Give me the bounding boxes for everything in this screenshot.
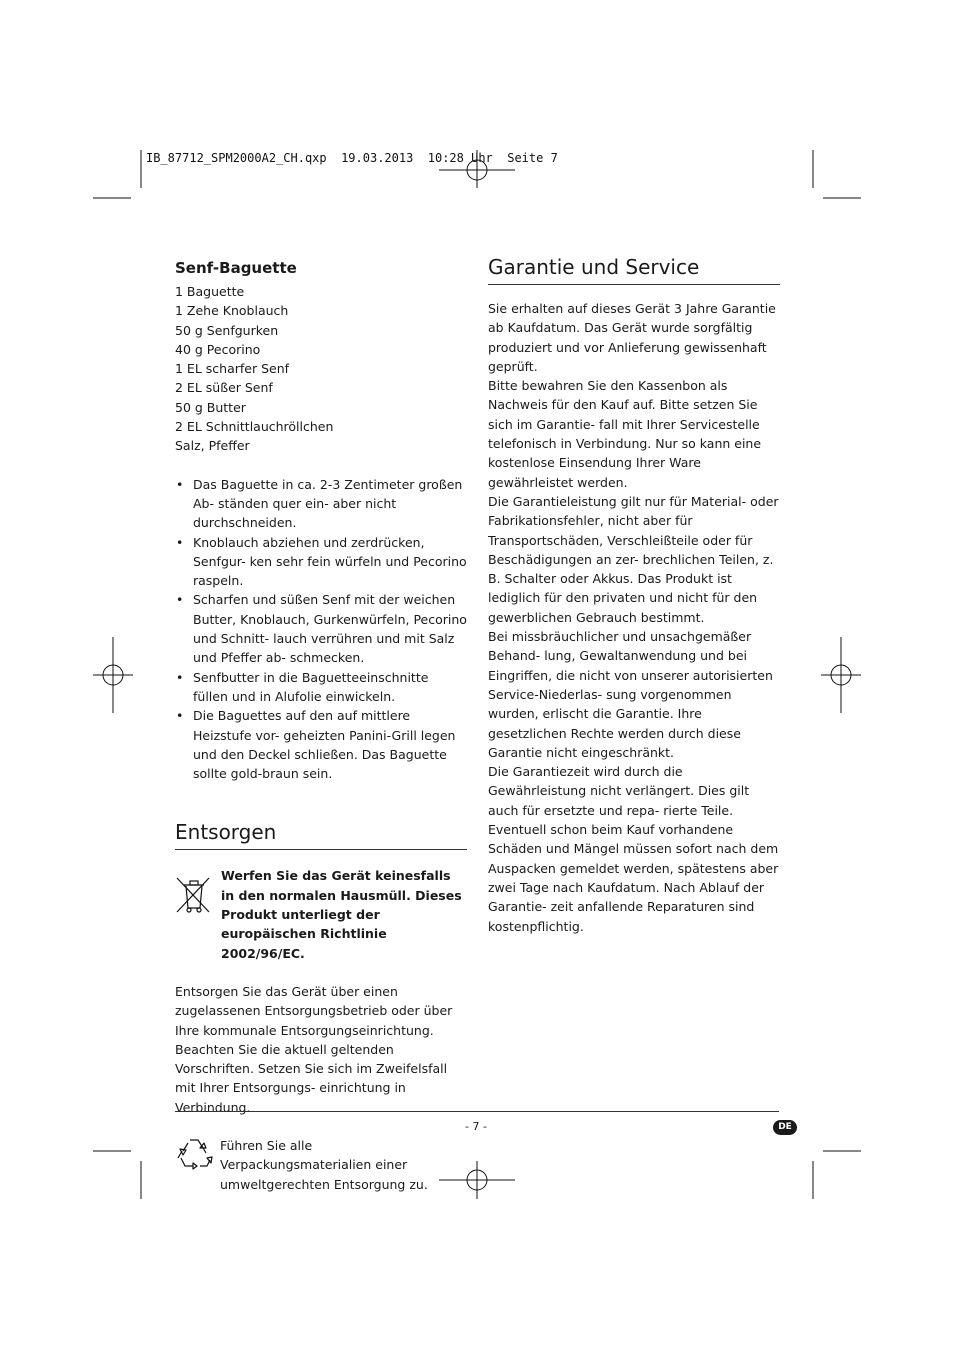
weee-note-text: Werfen Sie das Gerät keinesfalls in den normalen Hausmüll. Dieses Produkt unterliegt der europäischen Richtlinie 2002/96/EC. xyxy=(221,868,462,961)
ingredient: 1 Baguette xyxy=(175,284,245,299)
disposal-text-1: Entsorgen Sie das Gerät über einen zugelassenen Entsorgungsbetrieb oder über Ihre kommunale Entsorgungseinrichtung. xyxy=(175,983,453,1038)
disposal-text-2: Beachten Sie die aktuell geltenden Vorschriften. Setzen Sie sich im Zweifelsfall mit Ihrer Entsorgungs- einrichtung in Verbindung. xyxy=(175,1041,448,1115)
disposal-heading: Entsorgen xyxy=(175,819,467,850)
warranty-paragraph: Sie erhalten auf dieses Gerät 3 Jahre Garantie ab Kaufdatum. Das Gerät wurde sorgfältig produziert und vor Anlieferung gewissenhaft geprüft. xyxy=(488,301,776,374)
left-column xyxy=(175,258,467,1194)
recipe-step: • Die Baguettes auf den auf mittlere Heizstufe vor- geheizten Panini-Grill legen und den Deckel schließen. Das Baguette sollte gold-braun sein. xyxy=(175,706,467,783)
ingredient: 40 g Pecorino xyxy=(175,341,261,357)
recycle-icon xyxy=(175,1136,220,1176)
ingredient: 1 EL scharfer Senf xyxy=(175,361,290,377)
ingredient: Salz, Pfeffer xyxy=(175,438,250,454)
right-column xyxy=(488,254,780,936)
recipe-title: Senf-Baguette xyxy=(175,259,297,277)
ingredient: 2 EL Schnittlauchröllchen xyxy=(175,419,334,435)
page-number: - 7 - xyxy=(465,1120,487,1133)
recipe-step: • Knoblauch abziehen und zerdrücken, Senfgur- ken sehr fein würfeln und Pecorino raspeln. xyxy=(175,533,467,591)
recycle-note-text: Führen Sie alle Verpackungsmaterialien einer umweltgerechten Entsorgung zu. xyxy=(220,1137,428,1192)
recipe-step: • Scharfen und süßen Senf mit der weichen Butter, Knoblauch, Gurkenwürfeln, Pecorino und Schnitt- lauch verrühren und mit Salz und Pfeffer ab- schmecken. xyxy=(175,590,467,667)
warranty-heading: Garantie und Service xyxy=(488,254,780,285)
print-slug: IB_87712_SPM2000A2_CH.qxp 19.03.2013 10:28 Uhr Seite 7 xyxy=(146,151,558,165)
recipe-step: • Senfbutter in die Baguetteeinschnitte füllen und in Alufolie einwickeln. xyxy=(175,668,467,707)
ingredient: 2 EL süßer Senf xyxy=(175,380,273,396)
ingredient: 50 g Butter xyxy=(175,399,246,415)
recipe-step: • Das Baguette in ca. 2-3 Zentimeter großen Ab- ständen quer ein- aber nicht durchschneiden. xyxy=(175,475,467,533)
ingredient-list xyxy=(175,282,467,456)
recipe-steps xyxy=(175,475,467,784)
disposal-section xyxy=(175,819,467,1193)
language-badge: DE xyxy=(773,1120,797,1135)
warranty-body xyxy=(488,299,780,936)
warranty-paragraph: Die Garantiezeit wird durch die Gewährleistung nicht verlängert. Dies gilt auch für ersetzte und repa- rierte Teile. Eventuell schon beim Kauf vorhandene Schäden und Mängel müssen sofort nach dem Auspacken gemeldet werden, spätestens aber zwei Tage nach Kaufdatum. Nach Ablauf der Garantie- zeit anfallende Reparaturen sind kostenpflichtig. xyxy=(488,764,779,934)
warranty-paragraph: Bitte bewahren Sie den Kassenbon als Nachweis für den Kauf auf. Bitte setzen Sie sich im Garantie- fall mit Ihrer Servicestelle telefonisch in Verbindung. Nur so kann eine kostenlose Einsendung Ihrer Ware gewährleistet werden. xyxy=(488,378,762,490)
footer-rule xyxy=(175,1111,779,1112)
weee-note xyxy=(175,866,467,962)
warranty-paragraph: Die Garantieleistung gilt nur für Material- oder Fabrikationsfehler, nicht aber für Transportschäden, Verschleißteile oder für Beschädigungen an zer- brechlichen Teilen, z. B. Schalter oder Akkus. Das Produkt ist lediglich für den privaten und nicht für den gewerblichen Gebrauch bestimmt. xyxy=(488,493,779,625)
ingredient: 50 g Senfgurken xyxy=(175,322,279,338)
recycle-note xyxy=(175,1136,467,1194)
crossed-bin-icon xyxy=(175,866,221,918)
warranty-paragraph: Bei missbräuchlicher und unsachgemäßer Behand- lung, Gewaltanwendung und bei Eingriffen, die nicht von unserer autorisierten Service-Niederlas- sung vorgenommen wurden, erlischt die Garantie. Ihre gesetzlichen Rechte werden durch diese Garantie nicht eingeschränkt. xyxy=(488,629,773,760)
ingredient: 1 Zehe Knoblauch xyxy=(175,303,289,319)
